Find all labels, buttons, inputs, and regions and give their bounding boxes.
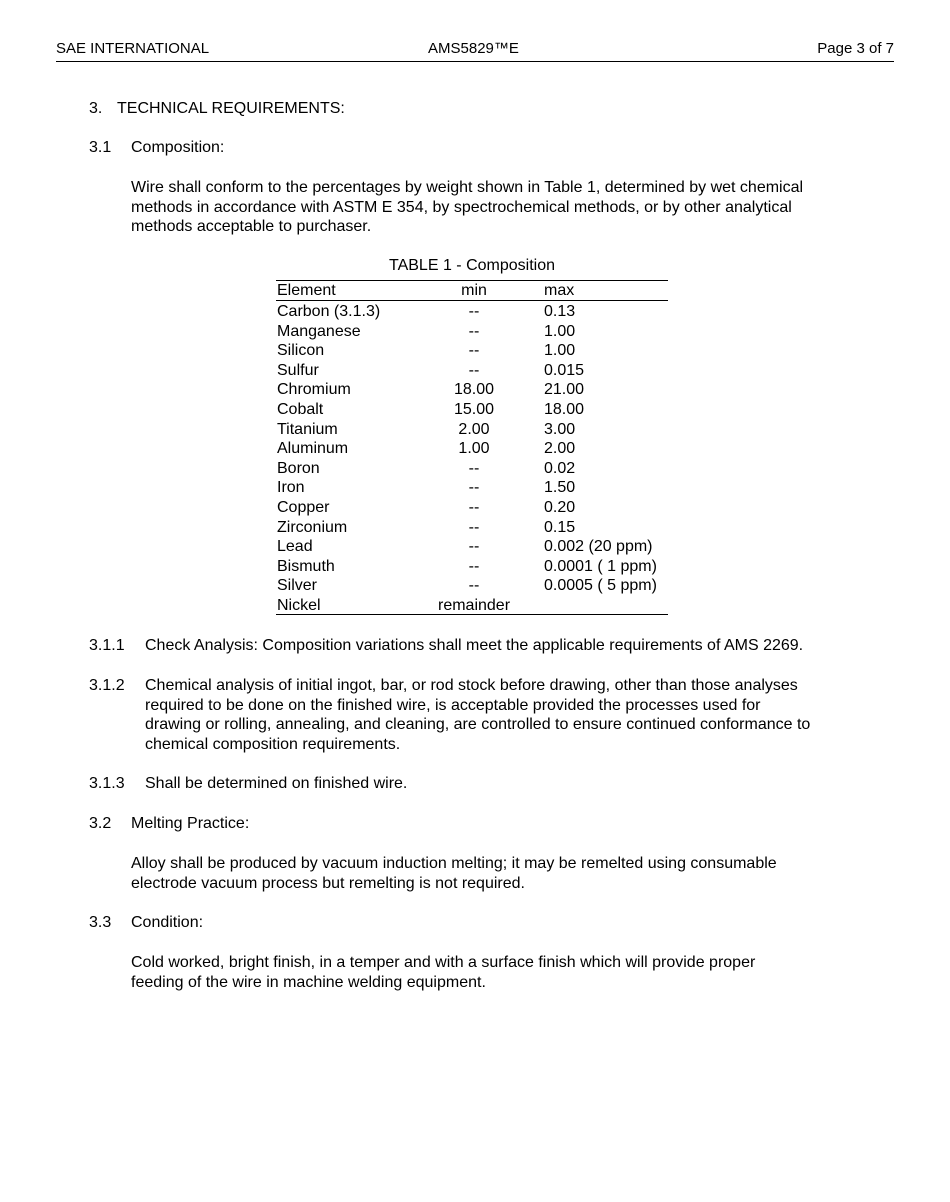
cell-element: Chromium [277,381,351,399]
cell-max: 0.002 (20 ppm) [544,538,653,556]
section-3-3-line: feeding of the wire in machine welding equipment. [131,973,486,991]
section-3-1-line: methods acceptable to purchaser. [131,218,372,235]
table-row [276,341,668,361]
section-3-1-3-number: 3.1.3 [89,775,125,792]
cell-max: 1.00 [544,342,576,360]
cell-element: Manganese [277,322,361,340]
table-row [276,400,668,420]
cell-max: 1.00 [544,322,576,340]
section-3-1-2-text [145,676,810,754]
section-3-2-title: Melting Practice: [131,815,250,832]
cell-min: 15.00 [453,400,495,418]
table-1-header-row [276,282,668,302]
table-row [276,498,668,518]
running-header [56,40,894,60]
section-3-3-title: Condition: [131,914,204,931]
cell-max: 1.50 [544,479,576,497]
section-3-2-line: Alloy shall be produced by vacuum induction melting; it may be remelted using consumable [131,855,777,872]
cell-min: 2.00 [458,420,490,438]
table-row [276,596,668,616]
section-3-1-2-line: chemical composition requirements. [145,735,401,753]
header-page-number: Page 3 of 7 [817,40,894,57]
table-row [276,420,668,440]
cell-min: -- [468,479,480,497]
table-1-body [276,302,668,616]
cell-element: Iron [277,479,305,497]
section-3-2-body [131,854,777,893]
cell-element: Cobalt [277,400,324,418]
table-row [276,322,668,342]
section-3-3-line: Cold worked, bright finish, in a temper and with a surface finish which will provide proper [131,954,756,971]
cell-min: remainder [437,596,511,614]
cell-min: -- [468,518,480,536]
section-3-1-body [131,178,803,237]
cell-min: -- [468,577,480,595]
cell-element: Bismuth [277,557,335,575]
table-row [276,459,668,479]
cell-min: 1.00 [458,440,490,458]
cell-max: 0.0001 ( 1 ppm) [544,557,657,575]
cell-max: 0.20 [544,498,576,516]
table-row [276,576,668,596]
cell-element: Lead [277,538,313,556]
section-3-3-body [131,953,755,992]
cell-element: Silicon [277,342,325,360]
section-3-1-number: 3.1 [89,139,112,156]
cell-element: Zirconium [277,518,348,536]
section-3-1-2-line: Chemical analysis of initial ingot, bar, or rod stock before drawing, other than those analyses [145,677,798,694]
cell-min: -- [468,538,480,556]
cell-element: Sulfur [277,361,319,379]
section-3-number: 3. [89,100,103,117]
header-rule [56,61,894,62]
section-3-1-line: methods in accordance with ASTM E 354, by spectrochemical methods, or by other analytical [131,198,792,216]
section-3-1-3-text: Shall be determined on finished wire. [145,775,408,792]
cell-max: 0.13 [544,303,576,320]
section-3-1-1-text: Check Analysis: Composition variations shall meet the applicable requirements of AMS 2269. [145,637,804,654]
section-3-1-title: Composition: [131,139,225,156]
table-top-rule [276,280,668,281]
cell-max: 0.15 [544,518,576,536]
section-3-1-1-number: 3.1.1 [89,637,125,654]
cell-min: -- [468,322,480,340]
table-row [276,439,668,459]
section-3-title: TECHNICAL REQUIREMENTS: [117,100,345,117]
cell-min: -- [468,459,480,477]
table-row [276,478,668,498]
cell-min: -- [468,557,480,575]
table-row [276,518,668,538]
cell-element: Carbon (3.1.3) [277,303,381,320]
cell-element: Aluminum [277,440,349,458]
cell-min: -- [468,498,480,516]
cell-max: 18.00 [544,400,585,418]
table-row [276,537,668,557]
table-row [276,557,668,577]
cell-max: 0.02 [544,459,576,477]
column-header-max: max [544,282,575,299]
cell-min: -- [468,361,480,379]
table-1-title: TABLE 1 - Composition [389,257,555,274]
table-row [276,380,668,400]
cell-element: Nickel [277,596,321,614]
section-3-3-number: 3.3 [89,914,112,931]
column-header-min: min [461,282,487,299]
section-3-2-number: 3.2 [89,815,112,832]
cell-max: 2.00 [544,440,576,458]
column-header-element: Element [277,282,336,299]
cell-min: 18.00 [453,381,495,399]
cell-element: Silver [277,577,318,595]
section-3-1-line: Wire shall conform to the percentages by weight shown in Table 1, determined by wet chemical [131,179,804,196]
header-org: SAE INTERNATIONAL [56,40,210,57]
cell-min: -- [468,342,480,360]
table-row [276,361,668,381]
cell-max: 3.00 [544,420,576,438]
header-doc-id: AMS5829™E [428,40,519,57]
section-3-1-2-number: 3.1.2 [89,677,125,694]
table-row [276,302,668,322]
cell-min: -- [468,303,480,320]
cell-element: Boron [277,459,320,477]
table-header-rule [276,300,668,301]
cell-max: 21.00 [544,381,585,399]
cell-max: 0.015 [544,361,585,379]
section-3-1-2-line: drawing or rolling, annealing, and cleaning, are controlled to ensure continued conformance to [145,716,811,733]
table-bottom-rule [276,614,668,615]
section-3-1-2-line: required to be done on the finished wire, is acceptable provided the processes used for [145,696,761,714]
cell-element: Titanium [277,420,338,438]
cell-max: 0.0005 ( 5 ppm) [544,577,657,595]
cell-element: Copper [277,498,330,516]
section-3-2-line: electrode vacuum process but remelting is not required. [131,874,525,892]
